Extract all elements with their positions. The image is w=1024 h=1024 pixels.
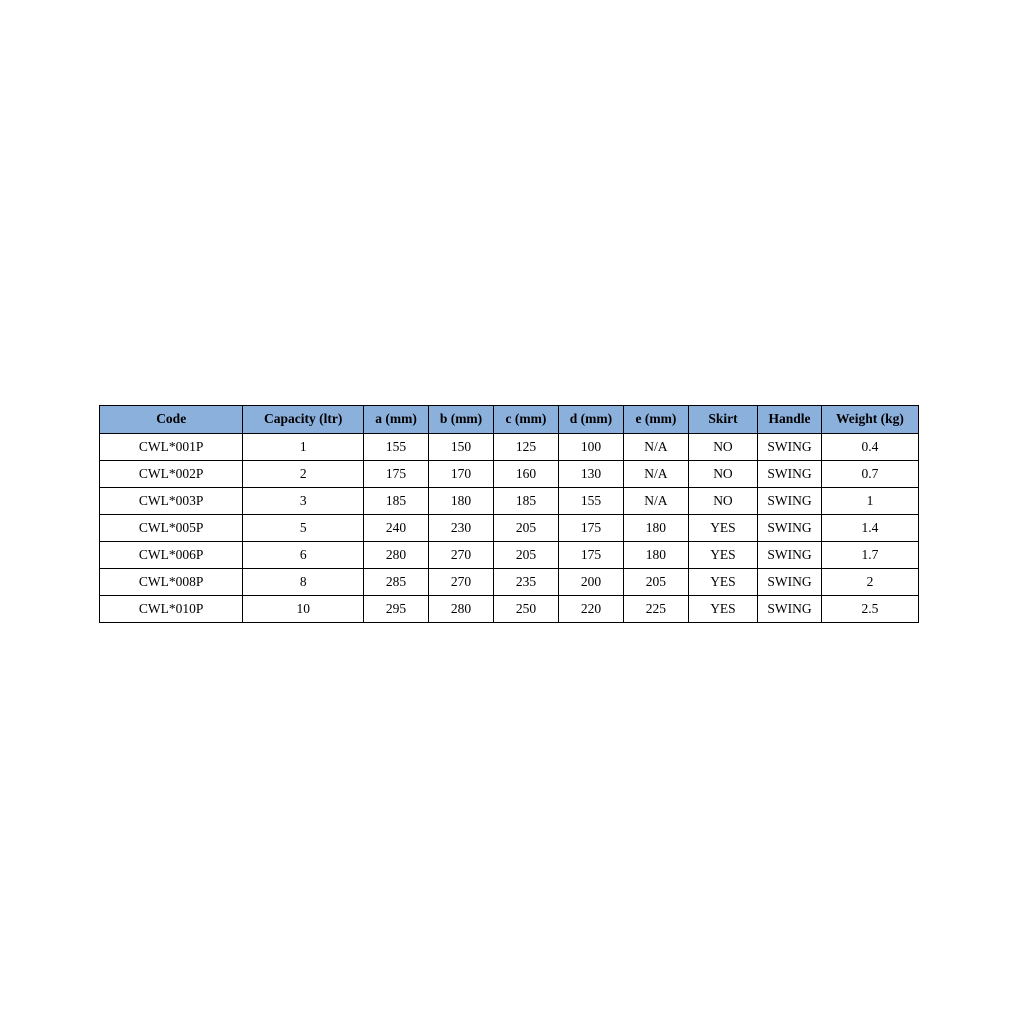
cell-c: 185 — [493, 488, 558, 515]
cell-skirt: NO — [688, 488, 757, 515]
cell-code: CWL*003P — [100, 488, 243, 515]
table-row — [100, 515, 919, 542]
cell-handle: SWING — [758, 488, 822, 515]
cell-capacity: 2 — [243, 461, 364, 488]
column-header-handle: Handle — [758, 406, 822, 434]
cell-c: 205 — [493, 515, 558, 542]
cell-a: 240 — [364, 515, 429, 542]
cell-b: 180 — [429, 488, 494, 515]
cell-e: N/A — [623, 461, 688, 488]
cell-skirt: NO — [688, 461, 757, 488]
cell-weight: 2.5 — [821, 596, 918, 623]
table-row — [100, 596, 919, 623]
column-header-capacity: Capacity (ltr) — [243, 406, 364, 434]
cell-e: 225 — [623, 596, 688, 623]
cell-b: 150 — [429, 434, 494, 461]
table-header — [100, 406, 919, 434]
cell-weight: 0.7 — [821, 461, 918, 488]
table-row — [100, 542, 919, 569]
cell-capacity: 1 — [243, 434, 364, 461]
cell-handle: SWING — [758, 542, 822, 569]
table-body — [100, 434, 919, 623]
cell-e: 180 — [623, 542, 688, 569]
cell-code: CWL*010P — [100, 596, 243, 623]
cell-capacity: 3 — [243, 488, 364, 515]
cell-c: 205 — [493, 542, 558, 569]
cell-b: 270 — [429, 569, 494, 596]
specification-table — [99, 405, 919, 623]
cell-d: 155 — [558, 488, 623, 515]
cell-d: 175 — [558, 542, 623, 569]
cell-weight: 1 — [821, 488, 918, 515]
cell-d: 220 — [558, 596, 623, 623]
column-header-a: a (mm) — [364, 406, 429, 434]
cell-a: 155 — [364, 434, 429, 461]
cell-b: 230 — [429, 515, 494, 542]
cell-a: 175 — [364, 461, 429, 488]
cell-weight: 1.4 — [821, 515, 918, 542]
table-row — [100, 569, 919, 596]
cell-weight: 2 — [821, 569, 918, 596]
specification-table-container — [99, 405, 919, 623]
cell-c: 160 — [493, 461, 558, 488]
cell-capacity: 6 — [243, 542, 364, 569]
column-header-skirt: Skirt — [688, 406, 757, 434]
cell-code: CWL*001P — [100, 434, 243, 461]
column-header-d: d (mm) — [558, 406, 623, 434]
cell-capacity: 10 — [243, 596, 364, 623]
cell-code: CWL*008P — [100, 569, 243, 596]
cell-handle: SWING — [758, 461, 822, 488]
cell-d: 175 — [558, 515, 623, 542]
cell-c: 250 — [493, 596, 558, 623]
cell-skirt: NO — [688, 434, 757, 461]
cell-a: 295 — [364, 596, 429, 623]
cell-code: CWL*002P — [100, 461, 243, 488]
cell-handle: SWING — [758, 434, 822, 461]
table-row — [100, 461, 919, 488]
cell-b: 280 — [429, 596, 494, 623]
table-row — [100, 434, 919, 461]
cell-d: 130 — [558, 461, 623, 488]
cell-capacity: 8 — [243, 569, 364, 596]
cell-handle: SWING — [758, 569, 822, 596]
column-header-c: c (mm) — [493, 406, 558, 434]
cell-a: 285 — [364, 569, 429, 596]
cell-e: N/A — [623, 434, 688, 461]
cell-b: 170 — [429, 461, 494, 488]
table-header-row — [100, 406, 919, 434]
cell-handle: SWING — [758, 515, 822, 542]
cell-c: 235 — [493, 569, 558, 596]
cell-d: 200 — [558, 569, 623, 596]
cell-skirt: YES — [688, 515, 757, 542]
cell-weight: 1.7 — [821, 542, 918, 569]
cell-capacity: 5 — [243, 515, 364, 542]
column-header-b: b (mm) — [429, 406, 494, 434]
cell-skirt: YES — [688, 542, 757, 569]
cell-e: N/A — [623, 488, 688, 515]
cell-a: 280 — [364, 542, 429, 569]
table-row — [100, 488, 919, 515]
cell-b: 270 — [429, 542, 494, 569]
column-header-e: e (mm) — [623, 406, 688, 434]
cell-c: 125 — [493, 434, 558, 461]
cell-d: 100 — [558, 434, 623, 461]
cell-a: 185 — [364, 488, 429, 515]
column-header-weight: Weight (kg) — [821, 406, 918, 434]
cell-e: 205 — [623, 569, 688, 596]
cell-weight: 0.4 — [821, 434, 918, 461]
cell-skirt: YES — [688, 596, 757, 623]
cell-e: 180 — [623, 515, 688, 542]
column-header-code: Code — [100, 406, 243, 434]
cell-code: CWL*006P — [100, 542, 243, 569]
cell-skirt: YES — [688, 569, 757, 596]
cell-code: CWL*005P — [100, 515, 243, 542]
cell-handle: SWING — [758, 596, 822, 623]
